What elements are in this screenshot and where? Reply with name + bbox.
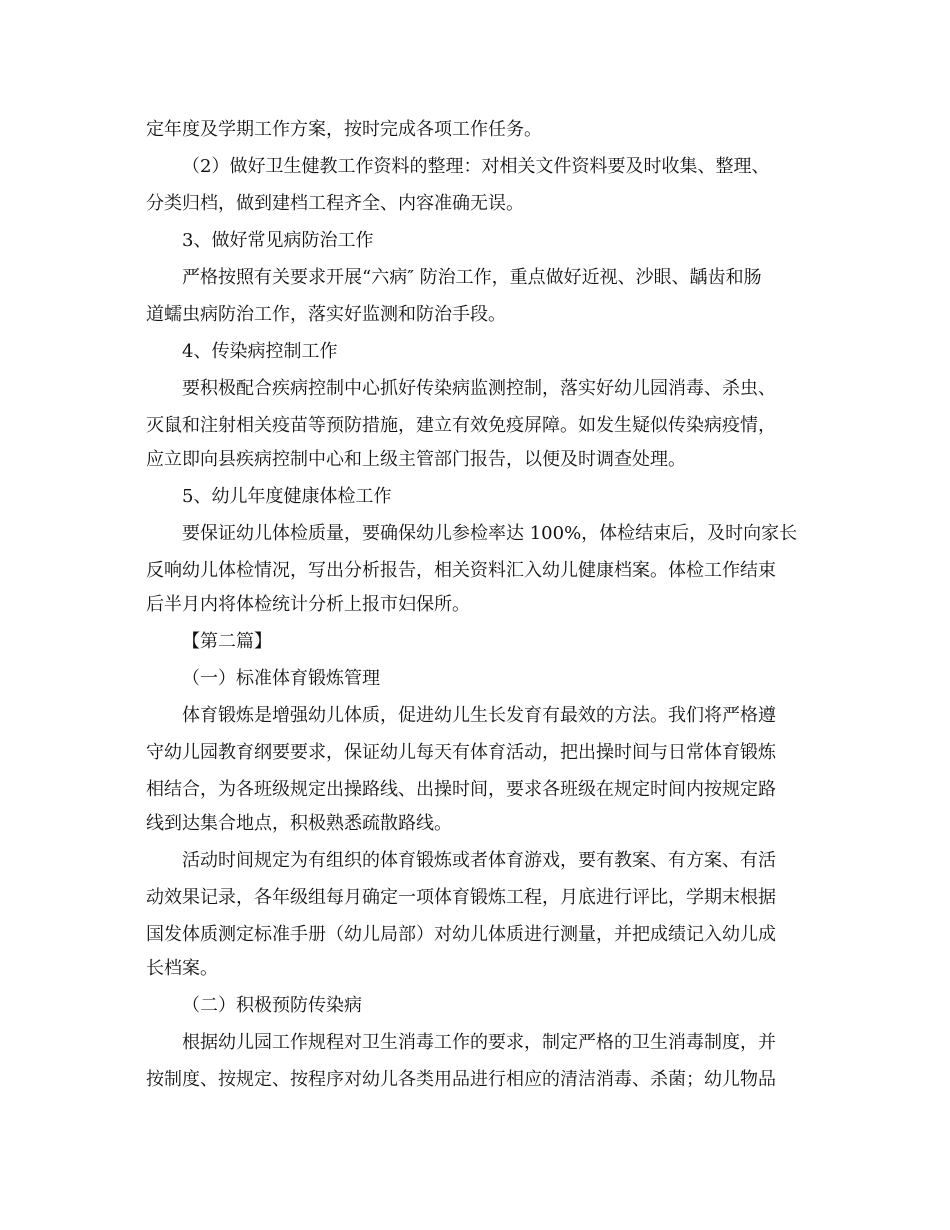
text-line: 灭鼠和注射相关疫苗等预防措施，建立有效免疫屏障。如发生疑似传染病疫情， [146, 415, 776, 436]
text-line: 道蠕虫病防治工作，落实好监测和防治手段。 [146, 304, 506, 325]
section-heading: （一）标准体育锻炼管理 [182, 668, 380, 689]
text-line: 要积极配合疾病控制中心抓好传染病监测控制，落实好幼儿园消毒、杀虫、 [182, 378, 776, 399]
text-line: 体育锻炼是增强幼儿体质，促进幼儿生长发育有最效的方法。我们将严格遵 [182, 705, 776, 726]
section-heading: 5、幼儿年度健康体检工作 [182, 486, 392, 507]
text-line: 根据幼儿园工作规程对卫生消毒工作的要求，制定严格的卫生消毒制度，并 [182, 1032, 776, 1053]
text-line: 反响幼儿体检情况，写出分析报告，相关资料汇入幼儿健康档案。体检工作结束 [146, 560, 776, 581]
text-line: 后半月内将体检统计分析上报市妇保所。 [146, 594, 470, 615]
text-line: 动效果记录，各年级组每月确定一项体育锻炼工程，月底进行评比，学期末根据 [146, 887, 776, 908]
text-line: 相结合，为各班级规定出操路线、出操时间，要求各班级在规定时间内按规定路 [146, 779, 776, 800]
part-heading: 【第二篇】 [182, 631, 272, 652]
text-line: 按制度、按规定、按程序对幼儿各类用品进行相应的清洁消毒、杀菌；幼儿物品 [146, 1069, 776, 1090]
text-line: 守幼儿园教育纲要要求，保证幼儿每天有体育活动，把出操时间与日常体育锻炼 [146, 742, 776, 763]
text-line: 严格按照有关要求开展“六病″ 防治工作，重点做好近视、沙眼、龋齿和肠 [182, 267, 762, 288]
section-heading: （二）积极预防传染病 [182, 995, 362, 1016]
text-line: （2）做好卫生健教工作资料的整理：对相关文件资料要及时收集、整理、 [182, 156, 770, 177]
text-line: 分类归档，做到建档工程齐全、内容准确无误。 [146, 193, 524, 214]
text-line: 要保证幼儿体检质量，要确保幼儿参检率达 100%，体检结束后，及时向家长 [182, 523, 798, 544]
text-line: 活动时间规定为有组织的体育锻炼或者体育游戏，要有教案、有方案、有活 [182, 850, 776, 871]
section-heading: 3、做好常见病防治工作 [182, 230, 374, 251]
text-line: 国发体质测定标准手册（幼儿局部）对幼儿体质进行测量，并把成绩记入幼儿成 [146, 924, 776, 945]
text-line: 定年度及学期工作方案，按时完成各项工作任务。 [146, 119, 542, 140]
text-line: 长档案。 [146, 958, 218, 979]
text-line: 应立即向县疾病控制中心和上级主管部门报告，以便及时调查处理。 [146, 449, 686, 470]
text-line: 线到达集合地点，积极熟悉疏散路线。 [146, 813, 452, 834]
section-heading: 4、传染病控制工作 [182, 341, 338, 362]
